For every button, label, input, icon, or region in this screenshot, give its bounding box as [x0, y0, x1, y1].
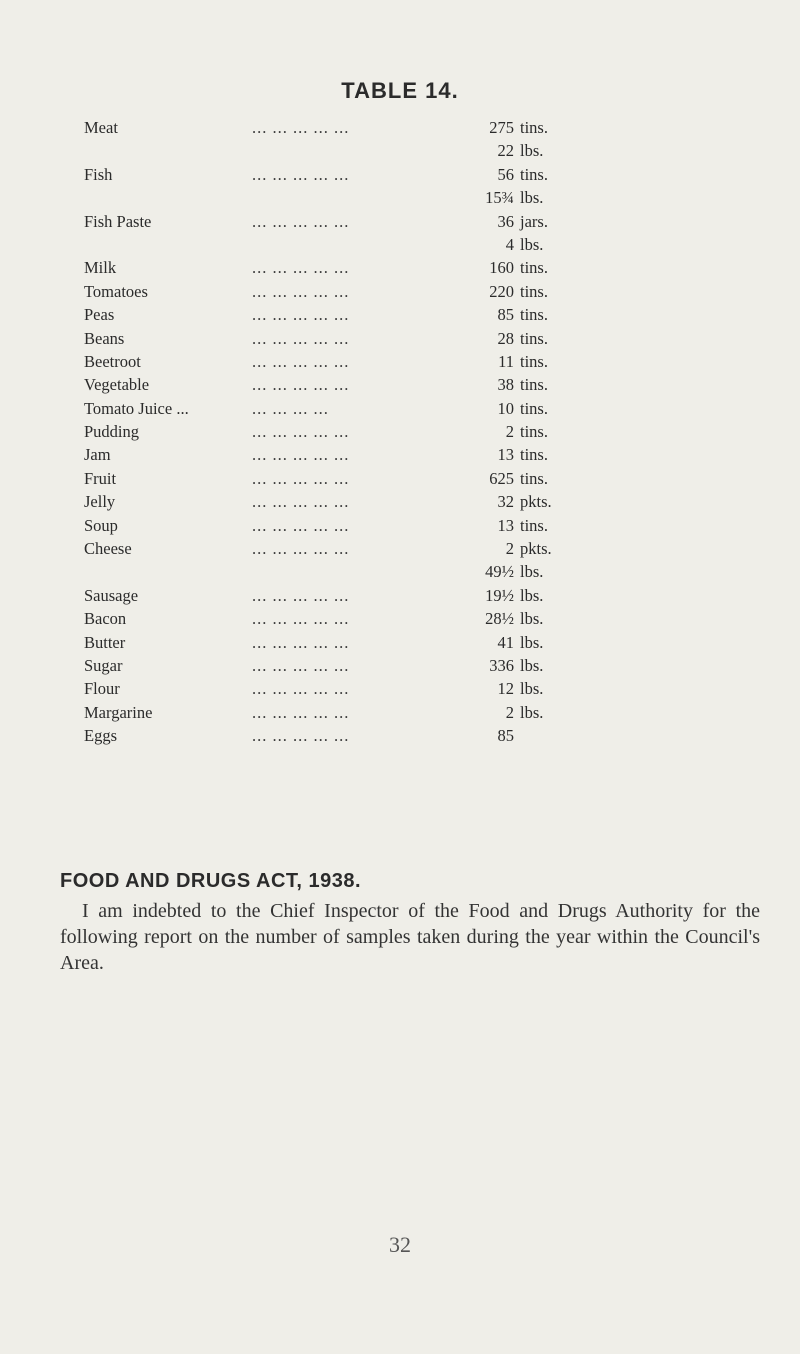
quantity: 41: [497, 632, 514, 652]
quantity: 85: [497, 726, 514, 746]
table-row: [84, 163, 724, 186]
quantity: 38: [497, 375, 514, 395]
quantity: 2: [505, 422, 514, 442]
table-row: [84, 631, 724, 654]
quantity: 160: [489, 258, 514, 278]
leader-dots: ... ... ... ... ...: [252, 726, 350, 746]
leader-dots: ... ... ... ... ...: [252, 328, 350, 348]
quantity: 4: [505, 234, 514, 254]
table-row: [84, 210, 724, 233]
leader-dots: ... ... ... ... ...: [252, 305, 350, 325]
unit: tins.: [520, 281, 548, 301]
unit: tins.: [520, 258, 548, 278]
unit: lbs.: [520, 188, 544, 208]
quantity: 2: [505, 702, 514, 722]
quantity: 32: [497, 492, 514, 512]
item-name: Bacon: [84, 609, 127, 629]
item-name: Margarine: [84, 702, 153, 722]
unit: pkts.: [520, 539, 552, 559]
page-number: 32: [389, 1232, 411, 1257]
item-name: Beetroot: [84, 351, 141, 371]
item-name: Sugar: [84, 655, 123, 675]
unit: tins.: [520, 164, 548, 184]
unit: lbs.: [520, 234, 544, 254]
leader-dots: ... ... ... ... ...: [252, 468, 350, 488]
item-name: Fish: [84, 164, 113, 184]
table-row: [84, 537, 724, 560]
leader-dots: ... ... ... ... ...: [252, 702, 350, 722]
quantity: 220: [489, 281, 514, 301]
quantity: 56: [497, 164, 514, 184]
quantity: 336: [489, 655, 514, 675]
quantity: 10: [497, 398, 514, 418]
item-name: Soup: [84, 515, 118, 535]
item-name: Vegetable: [84, 375, 150, 395]
table-row: [84, 350, 724, 373]
item-name: Butter: [84, 632, 126, 652]
unit: pkts.: [520, 492, 552, 512]
section-paragraph: I am indebted to the Chief Inspector of the Food and Drugs Authority for the following report on the number of samples taken during the year within the Council's Area.: [60, 900, 760, 974]
leader-dots: ... ... ... ... ...: [252, 258, 350, 278]
item-name: Fruit: [84, 468, 117, 488]
leader-dots: ... ... ... ... ...: [252, 445, 350, 465]
quantity: 49½: [485, 562, 514, 582]
unit: tins.: [520, 445, 548, 465]
item-name: Beans: [84, 328, 125, 348]
quantity: 15¾: [485, 188, 514, 208]
table-row: [84, 256, 724, 279]
leader-dots: ... ... ... ... ...: [252, 632, 350, 652]
table-row: [84, 724, 724, 747]
unit: lbs.: [520, 679, 544, 699]
quantity: 11: [498, 351, 514, 371]
item-name: Peas: [84, 305, 115, 325]
quantity: 85: [497, 305, 514, 325]
leader-dots: ... ... ... ... ...: [252, 492, 350, 512]
table-row: [84, 397, 724, 420]
unit: lbs.: [520, 655, 544, 675]
unit: lbs.: [520, 562, 544, 582]
item-name: Sausage: [84, 585, 139, 605]
table-row: [84, 701, 724, 724]
section-heading: FOOD AND DRUGS ACT, 1938.: [60, 870, 362, 892]
table-row: [84, 373, 724, 396]
quantity: 2: [505, 539, 514, 559]
table-row: [84, 677, 724, 700]
leader-dots: ... ... ... ... ...: [252, 118, 350, 137]
quantity: 36: [497, 211, 514, 231]
quantity: 13: [497, 445, 514, 465]
unit: tins.: [520, 422, 548, 442]
unit: tins.: [520, 305, 548, 325]
leader-dots: ... ... ... ... ...: [252, 211, 350, 231]
leader-dots: ... ... ... ... ...: [252, 585, 350, 605]
leader-dots: ... ... ... ... ...: [252, 281, 350, 301]
unit: lbs.: [520, 609, 544, 629]
table-row: [84, 233, 724, 256]
unit: tins.: [520, 468, 548, 488]
leader-dots: ... ... ... ...: [252, 398, 329, 418]
unit: lbs.: [520, 632, 544, 652]
table-row: [84, 327, 724, 350]
leader-dots: ... ... ... ... ...: [252, 164, 350, 184]
item-name: Meat: [84, 118, 118, 137]
item-name: Jam: [84, 445, 111, 465]
unit: tins.: [520, 118, 548, 137]
unit: jars.: [520, 211, 548, 231]
unit: tins.: [520, 398, 548, 418]
quantity: 625: [489, 468, 514, 488]
table-row: [84, 420, 724, 443]
leader-dots: ... ... ... ... ...: [252, 375, 350, 395]
item-name: Fish Paste: [84, 211, 152, 231]
item-name: Cheese: [84, 539, 132, 559]
leader-dots: ... ... ... ... ...: [252, 609, 350, 629]
quantity: 28½: [485, 609, 514, 629]
table-row: [84, 186, 724, 209]
leader-dots: ... ... ... ... ...: [252, 351, 350, 371]
unit: tins.: [520, 328, 548, 348]
leader-dots: ... ... ... ... ...: [252, 539, 350, 559]
item-name: Jelly: [84, 492, 116, 512]
quantity: 275: [489, 118, 514, 137]
table-row: [84, 654, 724, 677]
unit: tins.: [520, 515, 548, 535]
item-name: Eggs: [84, 726, 117, 746]
quantity: 28: [497, 328, 514, 348]
unit: lbs.: [520, 702, 544, 722]
quantity: 13: [497, 515, 514, 535]
table-row: [84, 280, 724, 303]
table-row: [84, 116, 724, 139]
table-row: [84, 584, 724, 607]
table-row: [84, 443, 724, 466]
table-row: [84, 303, 724, 326]
table-title: TABLE 14.: [341, 78, 459, 103]
leader-dots: ... ... ... ... ...: [252, 422, 350, 442]
table-row: [84, 139, 724, 162]
table-row: [84, 467, 724, 490]
item-name: Tomatoes: [84, 281, 148, 301]
item-name: Milk: [84, 258, 117, 278]
item-name: Flour: [84, 679, 120, 699]
quantity: 19½: [485, 585, 514, 605]
table-row: [84, 490, 724, 513]
item-name: Pudding: [84, 422, 140, 442]
leader-dots: ... ... ... ... ...: [252, 515, 350, 535]
leader-dots: ... ... ... ... ...: [252, 655, 350, 675]
table-row: [84, 560, 724, 583]
unit: tins.: [520, 351, 548, 371]
item-name: Tomato Juice ...: [84, 398, 189, 418]
quantity: 12: [497, 679, 514, 699]
table-row: [84, 514, 724, 537]
unit: tins.: [520, 375, 548, 395]
unit: lbs.: [520, 141, 544, 161]
leader-dots: ... ... ... ... ...: [252, 679, 350, 699]
unit: lbs.: [520, 585, 544, 605]
quantity: 22: [497, 141, 514, 161]
table-row: [84, 607, 724, 630]
food-table: [84, 116, 724, 748]
